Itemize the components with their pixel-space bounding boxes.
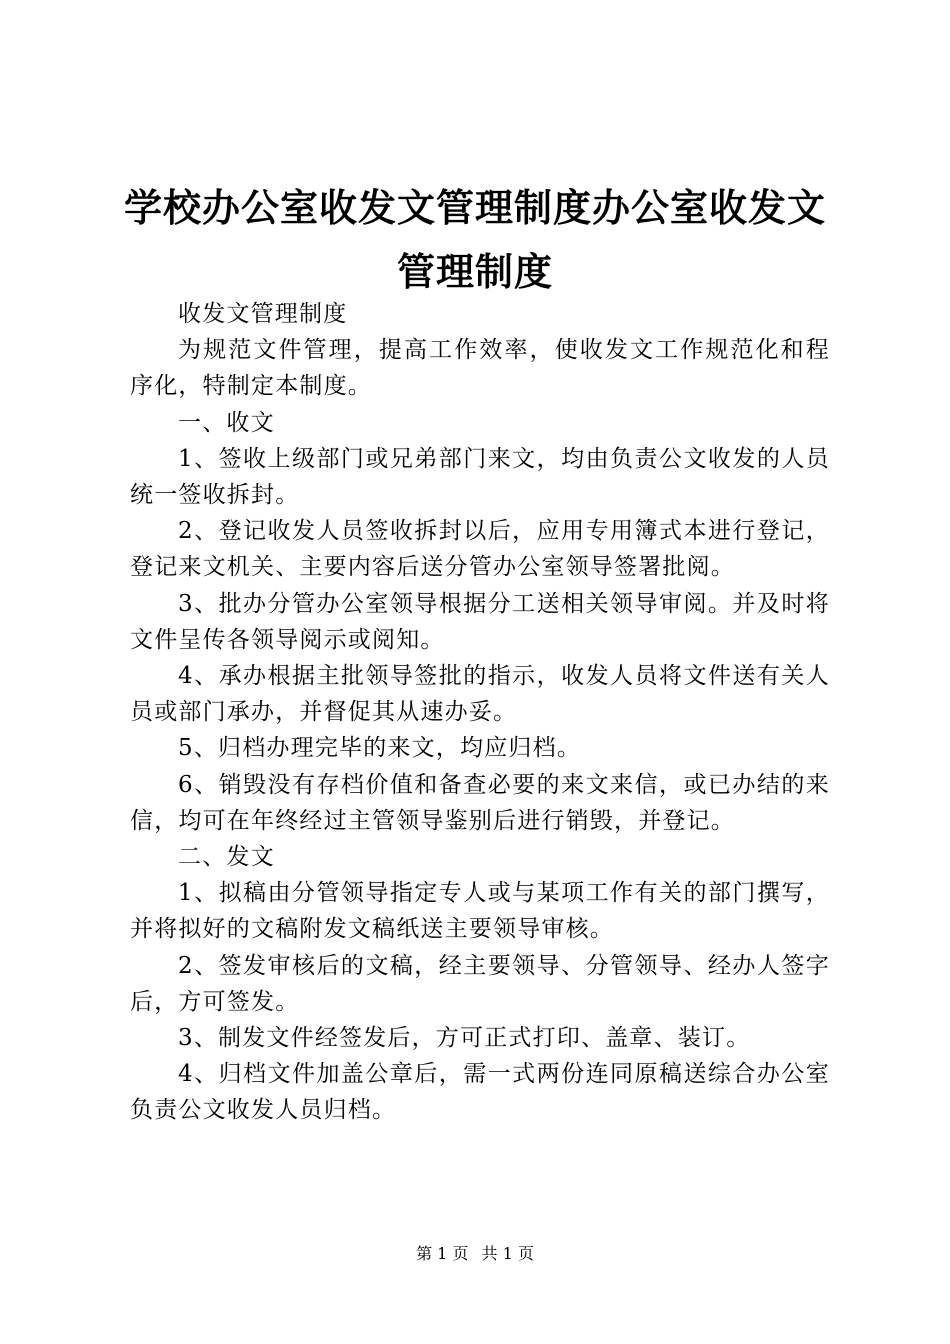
page-total: 共 1 页 bbox=[481, 1244, 534, 1263]
send-item-1: 1、拟稿由分管领导指定专人或与某项工作有关的部门撰写，并将拟好的文稿附发文稿纸送主要领导审核。 bbox=[130, 880, 830, 943]
page-number: 第 1 页 bbox=[416, 1244, 469, 1263]
send-item-2: 2、签发审核后的文稿，经主要领导、分管领导、经办人签字后，方可签发。 bbox=[130, 952, 830, 1015]
receive-item-1: 1、签收上级部门或兄弟部门来文，均由负责公文收发的人员统一签收拆封。 bbox=[130, 445, 830, 509]
receive-item-2: 2、登记收发人员签收拆封以后，应用专用簿式本进行登记，登记来文机关、主要内容后送分管办公室领导签署批阅。 bbox=[130, 518, 830, 581]
page-footer bbox=[0, 1244, 950, 1264]
receive-item-4: 4、承办根据主批领导签批的指示，收发人员将文件送有关人员或部门承办，并督促其从速办妥。 bbox=[130, 663, 830, 726]
receive-item-5: 5、归档办理完毕的来文，均应归档。 bbox=[178, 735, 582, 762]
receive-item-3: 3、批办分管办公室领导根据分工送相关领导审阅。并及时将文件呈传各领导阅示或阅知。 bbox=[130, 590, 830, 653]
section-heading: 收发文管理制度 bbox=[178, 301, 348, 327]
send-item-4: 4、归档文件加盖公章后，需一式两份连同原稿送综合办公室负责公文收发人员归档。 bbox=[130, 1061, 830, 1124]
section-heading-send: 二、发文 bbox=[178, 844, 275, 871]
send-item-3: 3、制发文件经签发后，方可正式打印、盖章、装订。 bbox=[178, 1025, 751, 1052]
receive-item-6: 6、销毁没有存档价值和备查必要的来文来信，或已办结的来信，均可在年终经过主管领导鉴别后进行销毁，并登记。 bbox=[130, 771, 830, 834]
document-body bbox=[130, 296, 830, 1129]
intro-paragraph: 为规范文件管理，提高工作效率，使收发文工作规范化和程序化，特制定本制度。 bbox=[130, 337, 830, 400]
document-title: 学校办公室收发文管理制度办公室收发文管理制度 bbox=[123, 186, 826, 294]
section-heading-receive: 一、收文 bbox=[178, 409, 275, 436]
